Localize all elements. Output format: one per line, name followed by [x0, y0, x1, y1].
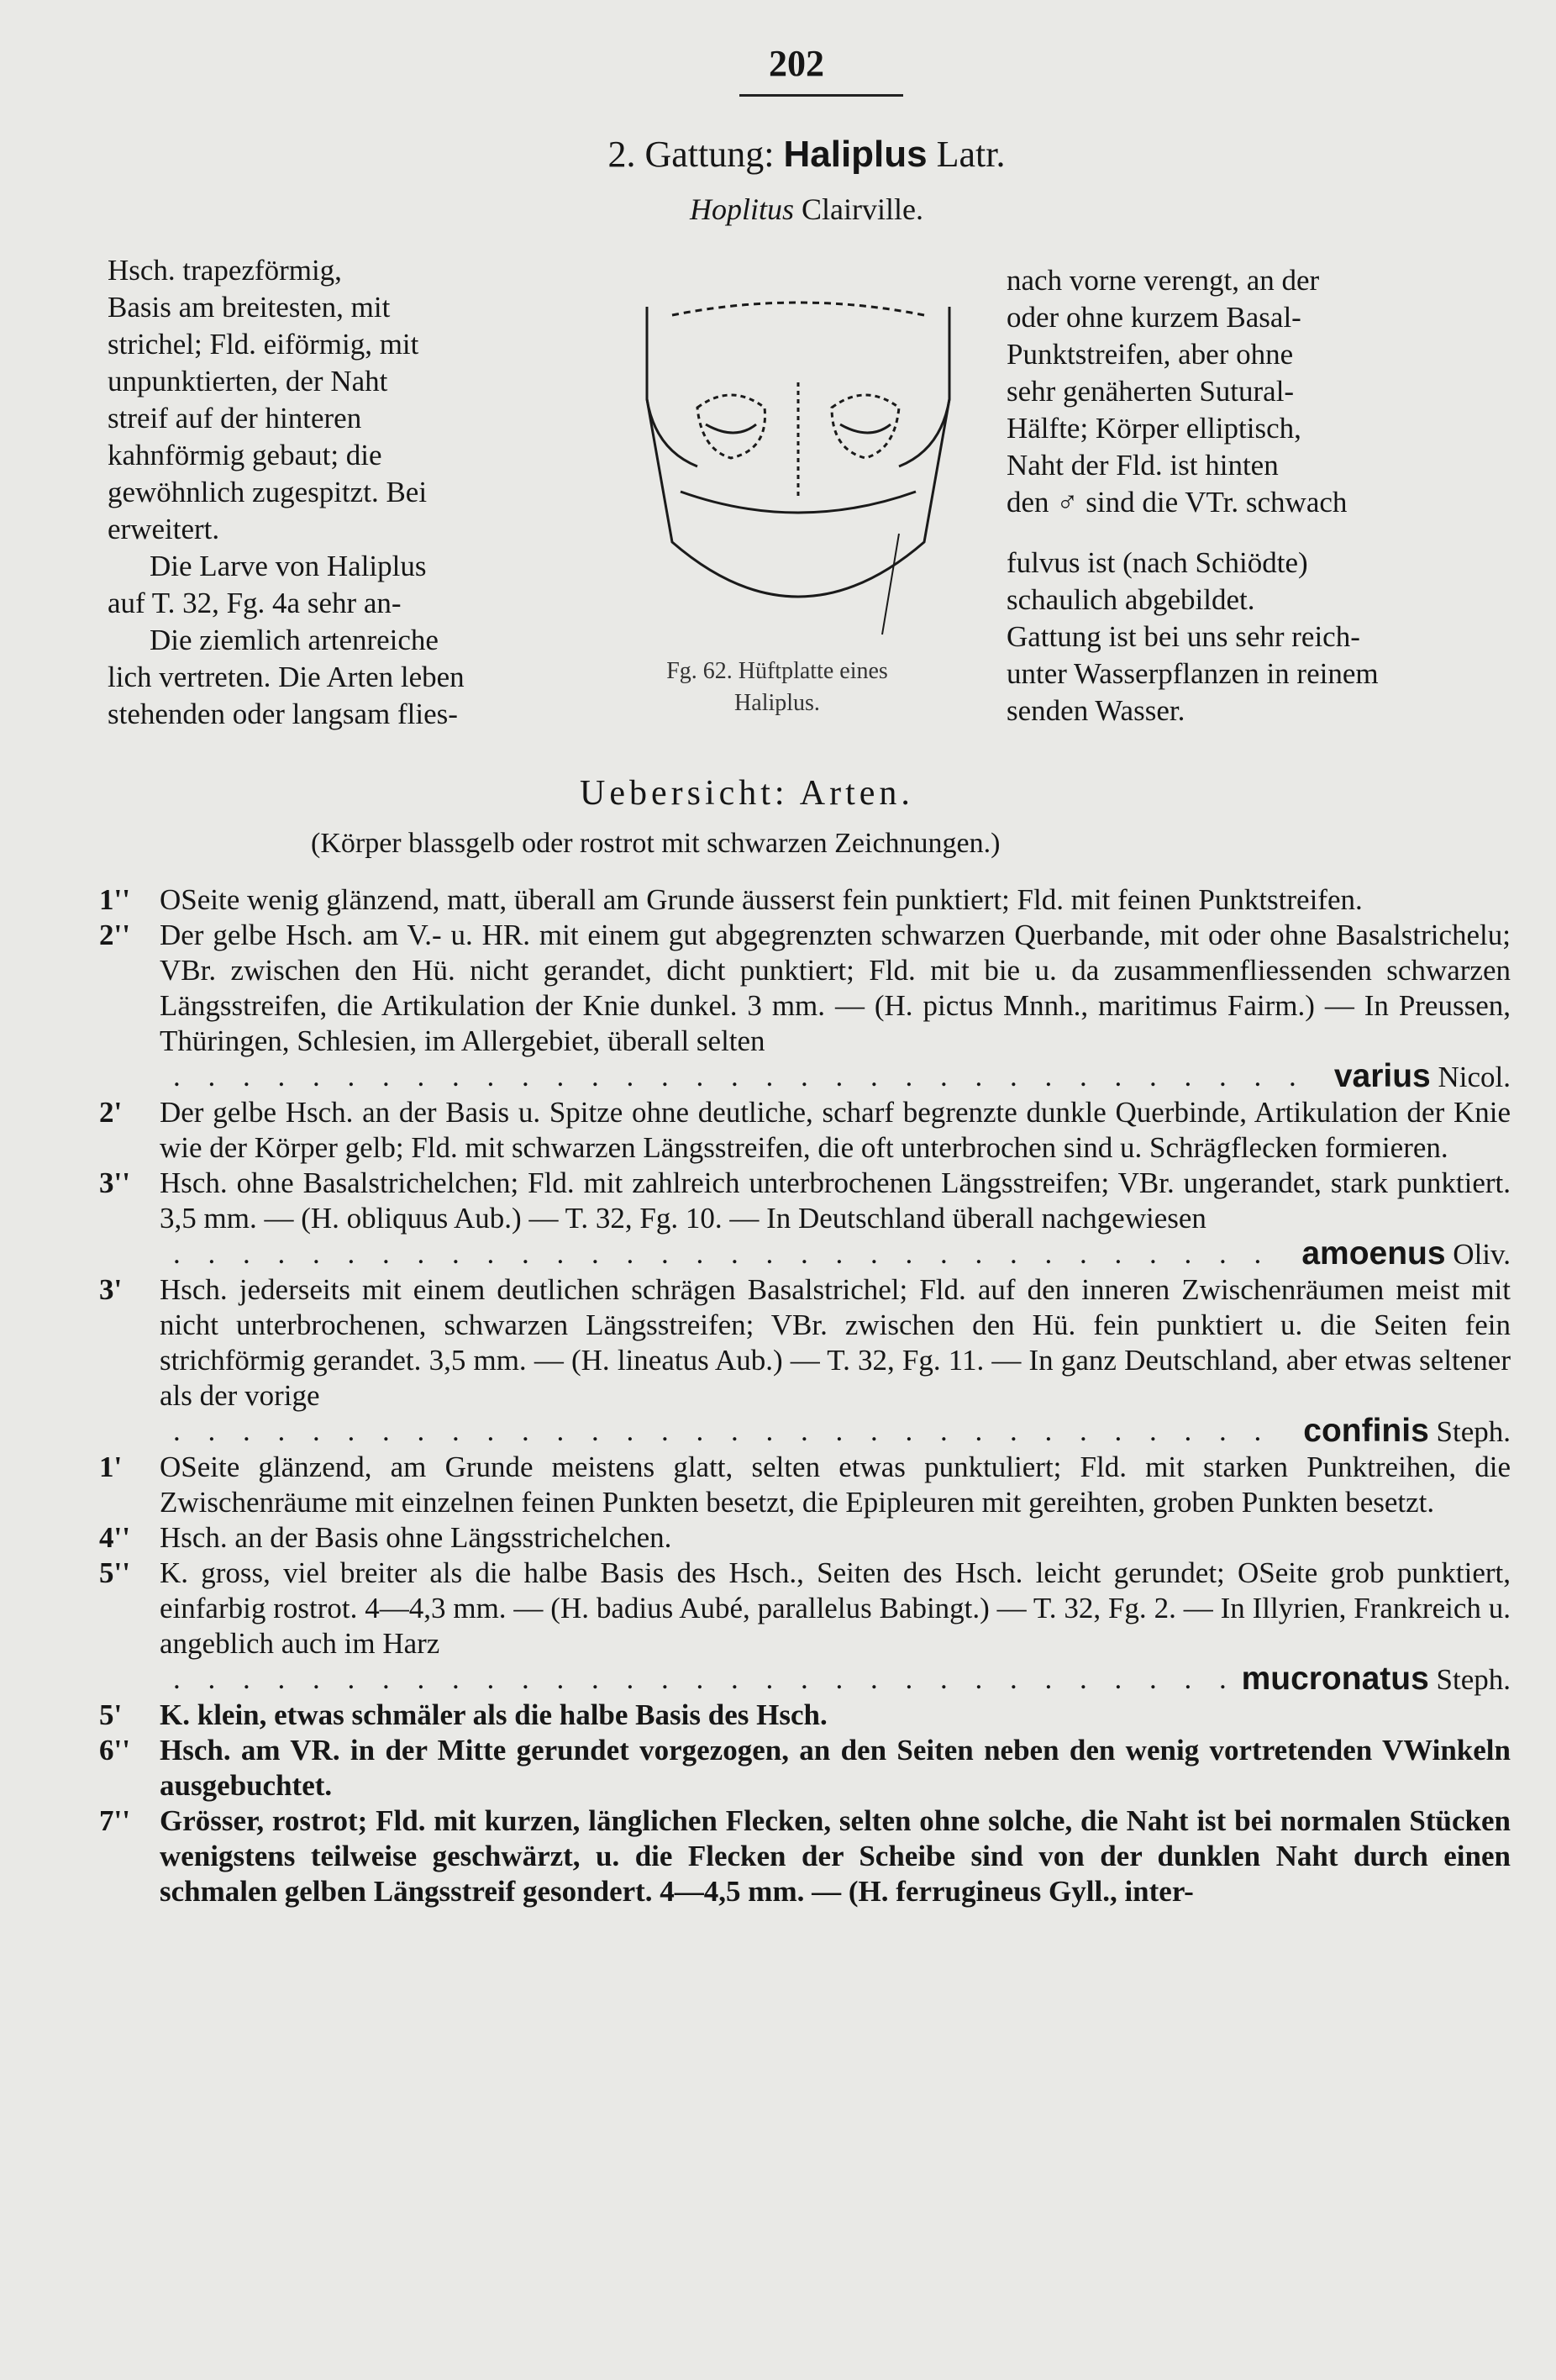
left-line: erweitert.: [108, 513, 220, 545]
key-text: Hsch. an der Basis ohne Längsstrichelchen.: [160, 1521, 672, 1554]
overview-title: Uebersicht: Arten.: [580, 774, 914, 813]
species-author: Nicol.: [1438, 1061, 1511, 1093]
species-line: [160, 1059, 1511, 1095]
right-line: fulvus ist (nach Schiödte): [1007, 546, 1308, 579]
left-line: gewöhnlich zugespitzt. Bei: [108, 476, 428, 508]
species-author: Oliv.: [1453, 1238, 1511, 1271]
right-text-column: [1007, 262, 1490, 729]
right-line: senden Wasser.: [1007, 694, 1185, 727]
key-text: K. gross, viel breiter als die halbe Basis des Hsch., Seiten des Hsch. leicht gerundet; OSeite grob punktiert, einfarbig rostrot. 4—4,3 mm. — (H. badius Aubé, parallelus Babingt.) — T. 32, Fg. 2. — In Illyrien, Frankreich u. angeblich auch im Harz: [160, 1556, 1511, 1660]
key-entry: [99, 1166, 1511, 1272]
right-line: Naht der Fld. ist hinten: [1007, 449, 1279, 482]
right-line: unter Wasserpflanzen in reinem: [1007, 657, 1379, 690]
overview-subtitle: (Körper blassgelb oder rostrot mit schwarzen Zeichnungen.): [311, 828, 1001, 859]
key-entry: [99, 1520, 1511, 1556]
right-line: Gattung ist bei uns sehr reich-: [1007, 620, 1360, 653]
left-line: lich vertreten. Die Arten leben: [108, 661, 465, 693]
right-line: den ♂ sind die VTr. schwach: [1007, 486, 1348, 519]
right-line: schaulich abgebildet.: [1007, 583, 1255, 616]
page-number: 202: [769, 43, 824, 84]
key-number: 5': [99, 1698, 123, 1731]
key-number: 3'': [99, 1166, 130, 1199]
key-entry: [99, 1803, 1511, 1909]
key-text: Hsch. am VR. in der Mitte gerundet vorgezogen, an den Seiten neben den wenig vortretenden VWinkeln ausgebuchtet.: [160, 1734, 1511, 1802]
key-list: [99, 882, 1511, 1909]
right-line: nach vorne verengt, an der: [1007, 264, 1320, 297]
key-number: 2'': [99, 919, 130, 951]
left-line: Die Larve von Haliplus: [150, 550, 427, 582]
right-line: Punktstreifen, aber ohne: [1007, 338, 1294, 371]
genus-author: Latr.: [936, 134, 1006, 175]
figure-caption-line: Fg. 62. Hüftplatte eines: [666, 658, 888, 684]
figure-caption: [601, 656, 954, 719]
key-text: Der gelbe Hsch. an der Basis u. Spitze ohne deutliche, scharf begrenzte dunkle Querbinde, Artikulation der Knie wie der Körper gelb; Fld. mit schwarzen Längsstreifen, die oft unterbrochen sind u. Schrägflecken formieren.: [160, 1096, 1511, 1164]
species-entry: [1334, 1059, 1511, 1095]
synonym-author: Clairville.: [802, 192, 923, 226]
leader-dots: [173, 1661, 1228, 1698]
key-number: 2': [99, 1096, 123, 1129]
key-text: Grösser, rostrot; Fld. mit kurzen, länglichen Flecken, selten ohne solche, die Naht ist bei normalen Stücken wenigstens teilweise geschwärzt, u. die Flecken der Scheibe sind von der dunklen Naht durch einen schmalen gelben Längsstreif gesondert. 4—4,5 mm. — (H. ferrugineus Gyll., inter-: [160, 1804, 1511, 1908]
left-line: auf T. 32, Fg. 4a sehr an-: [108, 587, 402, 619]
key-number: 6'': [99, 1734, 130, 1767]
genus-name: Haliplus: [783, 134, 928, 175]
key-entry: [99, 1733, 1511, 1803]
genus-heading: [538, 133, 1075, 176]
key-text: OSeite glänzend, am Grunde meistens glatt, selten etwas punktuliert; Fld. mit starken Punktreihen, die Zwischenräume mit einzelnen feinen Punkten besetzt, die Epipleuren mit gereihten, groben Punkten besetzt.: [160, 1451, 1511, 1519]
genus-synonym: [538, 192, 1075, 227]
species-name: amoenus: [1301, 1235, 1446, 1272]
figure-caption-line: Haliplus.: [734, 690, 820, 716]
right-line: Hälfte; Körper elliptisch,: [1007, 412, 1301, 445]
key-entry: [99, 918, 1511, 1095]
left-text-column: [108, 252, 595, 733]
key-text: K. klein, etwas schmäler als die halbe Basis des Hsch.: [160, 1698, 828, 1731]
genus-prefix: 2. Gattung:: [607, 134, 775, 175]
left-line: strichel; Fld. eiförmig, mit: [108, 328, 419, 361]
page-number-rule: [739, 94, 903, 97]
key-text: OSeite wenig glänzend, matt, überall am Grunde äusserst fein punktiert; Fld. mit feinen Punktstreifen.: [160, 883, 1363, 916]
key-number: 5'': [99, 1556, 130, 1589]
key-number: 7'': [99, 1804, 130, 1837]
species-name: mucronatus: [1241, 1661, 1429, 1697]
leader-dots: [173, 1059, 1321, 1095]
left-line: Basis am breitesten, mit: [108, 291, 391, 324]
key-text: Hsch. jederseits mit einem deutlichen schrägen Basalstrichel; Fld. auf den inneren Zwischenräumen meist mit nicht unterbrochenen, schwarzen Längsstreifen; VBr. zwischen den Hü. fein punktiert u. die Seiten fein strichförmig gerandet. 3,5 mm. — (H. lineatus Aub.) — T. 32, Fg. 11. — In ganz Deutschland, aber etwas seltener als der vorige: [160, 1273, 1511, 1412]
left-line: unpunktierten, der Naht: [108, 365, 388, 398]
species-entry: [1301, 1236, 1511, 1272]
key-entry: [99, 1272, 1511, 1450]
species-author: Steph.: [1436, 1415, 1511, 1448]
species-name: confinis: [1303, 1413, 1429, 1449]
key-text: Der gelbe Hsch. am V.- u. HR. mit einem gut abgegrenzten schwarzen Querbande, mit oder ohne Basalstrichelu; VBr. zwischen den Hü. nicht gerandet, dicht punktiert; Fld. mit bie u. da zusammenfliessenden schwarzen Längsstreifen, die Artikulation der Knie dunkel. 3 mm. — (H. pictus Mnnh., maritimus Fairm.) — In Preussen, Thüringen, Schlesien, im Allergebiet, überall selten: [160, 919, 1511, 1057]
key-entry: [99, 1450, 1511, 1520]
key-number: 4'': [99, 1521, 130, 1554]
species-entry: [1242, 1661, 1511, 1698]
key-entry: [99, 1698, 1511, 1733]
leader-dots: [173, 1236, 1288, 1272]
key-number: 1'': [99, 883, 130, 916]
left-line: Hsch. trapezförmig,: [108, 254, 342, 287]
hip-plate-figure: [622, 282, 975, 643]
species-author: Steph.: [1436, 1663, 1511, 1696]
key-number: 1': [99, 1451, 123, 1483]
left-line: kahnförmig gebaut; die: [108, 439, 382, 471]
left-line: streif auf der hinteren: [108, 402, 362, 434]
key-entry: [99, 882, 1511, 918]
synonym-name: Hoplitus: [690, 192, 795, 226]
left-line: Die ziemlich artenreiche: [150, 624, 439, 656]
species-line: [160, 1661, 1511, 1698]
key-text: Hsch. ohne Basalstrichelchen; Fld. mit zahlreich unterbrochenen Längsstreifen; VBr. ungerandet, stark punktiert. 3,5 mm. — (H. obliquus Aub.) — T. 32, Fg. 10. — In Deutschland überall nachgewiesen: [160, 1166, 1511, 1235]
key-number: 3': [99, 1273, 123, 1306]
species-entry: [1303, 1414, 1511, 1450]
species-line: [160, 1236, 1511, 1272]
leader-dots: [173, 1414, 1290, 1450]
key-entry: [99, 1095, 1511, 1166]
species-name: varius: [1333, 1058, 1431, 1094]
species-line: [160, 1414, 1511, 1450]
right-line: oder ohne kurzem Basal-: [1007, 301, 1301, 334]
key-entry: [99, 1556, 1511, 1698]
right-line: sehr genäherten Sutural-: [1007, 375, 1295, 408]
left-line: stehenden oder langsam flies-: [108, 698, 458, 730]
